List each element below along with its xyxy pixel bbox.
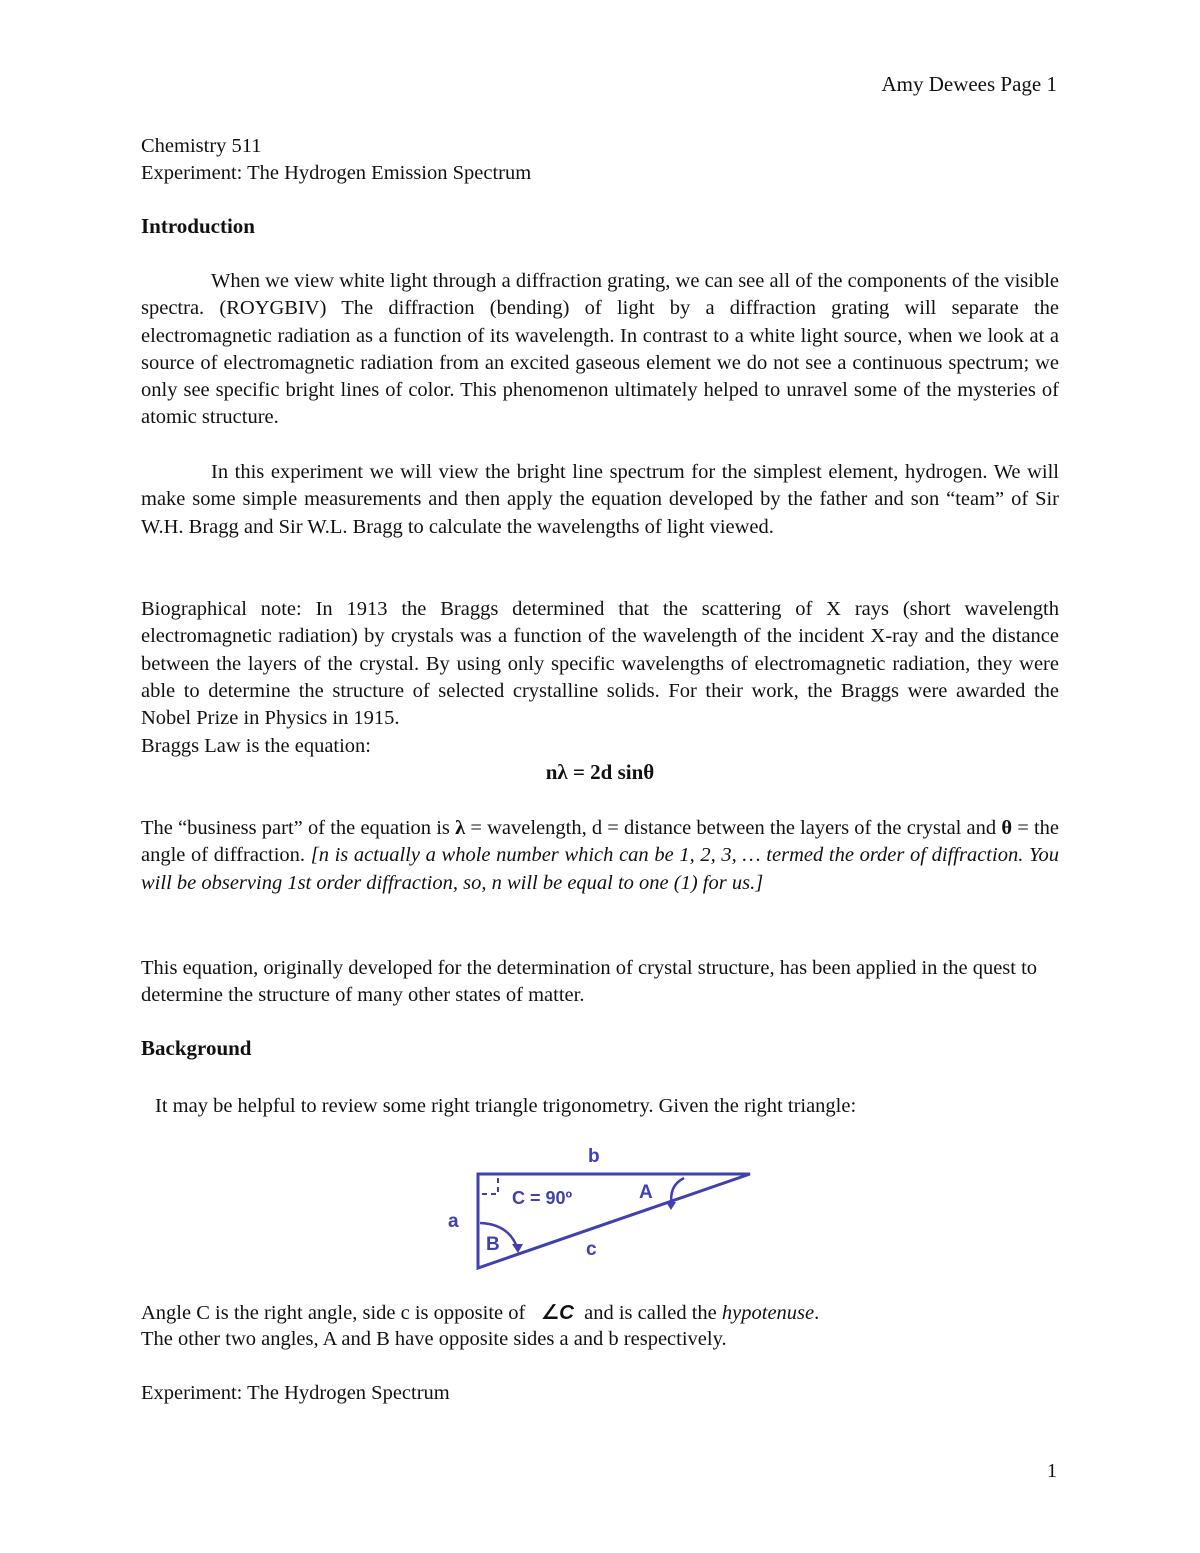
page-number: 1 [1047,1460,1057,1482]
intro-paragraph-2: In this experiment we will view the bright line spectrum for the simplest element, hydrogen. We will make some simple measurements and then apply the equation developed by the father and son “team” of Sir W.H. Bragg and Sir W.L. Bragg to calculate the wavelengths of light viewed. [141,461,1059,538]
label-side-b: b [588,1146,600,1167]
braggs-law-intro: Braggs Law is the equation: [141,735,372,757]
intro-paragraph-1: When we view white light through a diffraction grating, we can see all of the components of the visible spectra. (ROYGBIV) The diffraction (bending) of light by a diffraction grating will separate the electromagnetic radiation as a function of its wavelength. In contrast to a white light source, when we look at a source of electromagnetic radiation from an excited gaseous element we do not see a continuous spectrum; we only see specific bright lines of color. This phenomenon ultimately helped to unravel some of the mysteries of atomic structure. [141,270,1059,429]
experiment-title: Experiment: The Hydrogen Emission Spectrum [141,162,532,184]
angle-C-symbol: ∠C [540,1301,574,1324]
label-angle-A: A [639,1182,653,1203]
angle-text-1: Angle C is the right angle, side c is opposite of [141,1302,531,1324]
label-side-c: c [586,1239,597,1260]
hypotenuse-term: hypotenuse [721,1302,815,1324]
order-note: [n is actually a whole number which can be 1, 2, 3, … termed the order of diffraction. You will be observing 1st order diffraction, so, n will be equal to one (1) for us.] [141,844,1059,894]
right-angle-marker [482,1178,498,1194]
angle-text-2: and is called the [579,1302,722,1324]
background-intro: It may be helpful to review some right triangle trigonometry. Given the right triangle: [155,1095,857,1117]
lambda-symbol: λ [455,817,466,839]
equation-explanation [141,815,1059,897]
angle-A-arrowhead [666,1202,676,1210]
other-angles-sentence: The other two angles, A and B have opposite sides a and b respectively. [141,1328,727,1350]
braggs-law-formula: nλ = 2d sinθ [545,760,655,784]
background-heading: Background [141,1036,252,1060]
bio-paragraph: Biographical note: In 1913 the Braggs determined that the scattering of X rays (short wavelength electromagnetic radiation) by crystals was a function of the wavelength of the incident X-ray and the distance between the layers of the crystal. By using only specific wavelengths of electromagnetic radiation, they were able to determine the structure of selected crystalline solids. For their work, the Braggs were awarded the Nobel Prize in Physics in 1915. [141,598,1059,730]
expl-text-2: = wavelength, d = distance between the layers of the crystal and [465,817,1002,839]
label-angle-B: B [486,1234,500,1255]
angle-text-3: . [814,1302,820,1324]
label-angle-C: C = 90º [512,1188,573,1208]
right-triangle-diagram [430,1140,770,1280]
expl-text-1: The “business part” of the equation is [141,817,456,839]
experiment-subheading: Experiment: The Hydrogen Spectrum [141,1382,450,1404]
introduction-heading: Introduction [141,214,255,238]
course-title: Chemistry 511 [141,135,262,157]
expl-text-3: = the angle of diffraction. [141,817,1059,867]
intro-closing-paragraph: This equation, originally developed for the determination of crystal structure, has been applied in the quest to determine the structure of many other states of matter. [141,957,1038,1007]
angle-c-sentence [141,1299,819,1327]
theta-symbol: θ [1001,817,1013,839]
running-head: Amy Dewees Page 1 [881,72,1057,96]
label-side-a: a [448,1211,459,1232]
